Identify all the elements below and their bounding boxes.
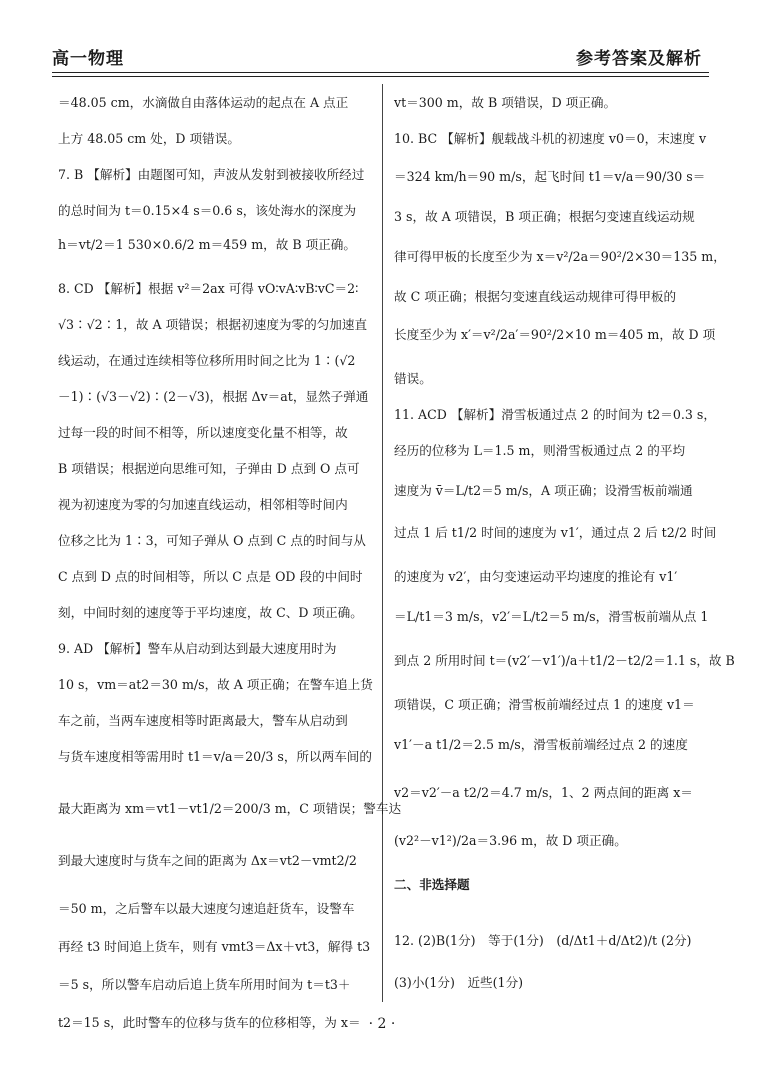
header-rule-bottom <box>52 76 709 77</box>
text-line: 位移之比为 1∶3，可知子弹从 O 点到 C 点的时间与从 <box>58 533 366 548</box>
text-line: 视为初速度为零的匀加速直线运动，相邻相等时间内 <box>58 497 348 512</box>
text-line: 10 s，vm＝at2＝30 m/s，故 A 项正确；在警车追上货 <box>58 677 373 692</box>
text-line: 线运动，在通过连续相等位移所用时间之比为 1∶(√2 <box>58 353 356 368</box>
formula-line: 速度为 v̄＝L/t2＝5 m/s，A 项正确；设滑雪板前端通 <box>394 483 693 498</box>
text-line: 车之前，当两车速度相等时距离最大，警车从启动到 <box>58 713 348 728</box>
text-line: 再经 t3 时间追上货车，则有 vmt3＝Δx＋vt3，解得 t3 <box>58 939 371 954</box>
column-divider <box>382 84 383 1002</box>
formula-line: v2＝v2′－a t2/2＝4.7 m/s，1、2 两点间的距离 x＝ <box>394 785 693 800</box>
formula-line: ＝324 km/h＝90 m/s，起飞时间 t1＝v/a＝90/30 s＝ <box>394 169 706 184</box>
q10-line: 10. BC 【解析】舰载战斗机的初速度 v0＝0，末速度 v <box>394 131 707 146</box>
formula-line: v1′－a t1/2＝2.5 m/s，滑雪板前端经过点 2 的速度 <box>394 737 688 752</box>
formula-line: 最大距离为 xm＝vt1－vt1/2＝200/3 m，C 项错误；警车达 <box>58 801 402 816</box>
formula-line: 与货车速度相等需用时 t1＝v/a＝20/3 s，所以两车间的 <box>58 749 372 764</box>
formula-line: ＝L/t1＝3 m/s，v2′＝L/t2＝5 m/s，滑雪板前端从点 1 <box>394 609 709 624</box>
q12-line: 12. (2)B(1分) 等于(1分) (d/Δt1＋d/Δt2)/t (2分) <box>394 933 692 948</box>
text-line: 项错误，C 项正确；滑雪板前端经过点 1 的速度 v1＝ <box>394 697 695 712</box>
q12-part3-line: (3)小(1分) 近些(1分) <box>394 975 524 990</box>
text-line: 刻，中间时刻的速度等于平均速度，故 C、D 项正确。 <box>58 605 363 620</box>
formula-line: 到最大速度时与货车之间的距离为 Δx＝vt2－vmt2/2 <box>58 853 357 868</box>
text-line: ＝5 s，所以警车启动后追上货车所用时间为 t＝t3＋ <box>58 977 351 992</box>
text-line: t2＝15 s，此时警车的位移与货车的位移相等，为 x＝ <box>58 1015 361 1030</box>
answer-key-title: 参考答案及解析 <box>576 49 702 69</box>
q8-line: 8. CD 【解析】根据 v²＝2ax 可得 vO∶vA∶vB∶vC＝2∶ <box>58 281 359 296</box>
q7-line: 7. B 【解析】由题图可知，声波从发射到被接收所经过 <box>58 167 365 182</box>
q11-line: 11. ACD 【解析】滑雪板通过点 2 的时间为 t2＝0.3 s， <box>394 407 716 422</box>
text-line: √3∶√2∶1，故 A 项错误；根据初速度为零的匀加速直 <box>58 317 368 332</box>
formula-line: (v2²－v1²)/2a＝3.96 m，故 D 项正确。 <box>394 833 627 848</box>
text-line: －1)∶(√3－√2)∶(2－√3)，根据 Δv＝at，显然子弹通 <box>58 389 369 404</box>
text-line: 过每一段的时间不相等，所以速度变化量不相等，故 <box>58 425 348 440</box>
formula-line: 过点 1 后 t1/2 时间的速度为 v1′，通过点 2 后 t2/2 时间 <box>394 525 717 540</box>
text-line: B 项错误；根据逆向思维可知，子弹由 D 点到 O 点可 <box>58 461 360 476</box>
formula-line: 律可得甲板的长度至少为 x＝v²/2a＝90²/2×30＝135 m， <box>394 249 726 264</box>
section-heading: 二、非选择题 <box>394 877 470 892</box>
formula-line: 长度至少为 x′＝v²/2a′＝90²/2×10 m＝405 m，故 D 项 <box>394 327 716 342</box>
text-line: ＝48.05 cm，水滴做自由落体运动的起点在 A 点正 <box>58 95 349 110</box>
header-rule-top <box>52 72 709 73</box>
text-line: 的总时间为 t＝0.15×4 s＝0.6 s，该处海水的深度为 <box>58 203 357 218</box>
formula-line: h＝vt/2＝1 530×0.6/2 m＝459 m，故 B 项正确。 <box>58 237 356 252</box>
subject-title: 高一物理 <box>52 49 124 69</box>
text-line: 的速度为 v2′，由匀变速运动平均速度的推论有 v1′ <box>394 569 678 584</box>
text-line: 错误。 <box>394 371 432 386</box>
text-line: 故 C 项正确；根据匀变速直线运动规律可得甲板的 <box>394 289 677 304</box>
text-line: ＝50 m，之后警车以最大速度匀速追赶货车，设警车 <box>58 901 355 916</box>
formula-line: 到点 2 所用时间 t＝(v2′－v1′)/a＋t1/2－t2/2＝1.1 s，故 B <box>394 653 735 668</box>
text-line: 3 s，故 A 项错误，B 项正确；根据匀变速直线运动规 <box>394 209 695 224</box>
text-line: vt＝300 m，故 B 项错误，D 项正确。 <box>394 95 617 110</box>
page-number: · 2 · <box>368 1016 396 1032</box>
text-line: C 点到 D 点的时间相等，所以 C 点是 OD 段的中间时 <box>58 569 363 584</box>
text-line: 经历的位移为 L＝1.5 m，则滑雪板通过点 2 的平均 <box>394 443 686 458</box>
text-line: 上方 48.05 cm 处，D 项错误。 <box>58 131 240 146</box>
q9-line: 9. AD 【解析】警车从启动到达到最大速度用时为 <box>58 641 337 656</box>
